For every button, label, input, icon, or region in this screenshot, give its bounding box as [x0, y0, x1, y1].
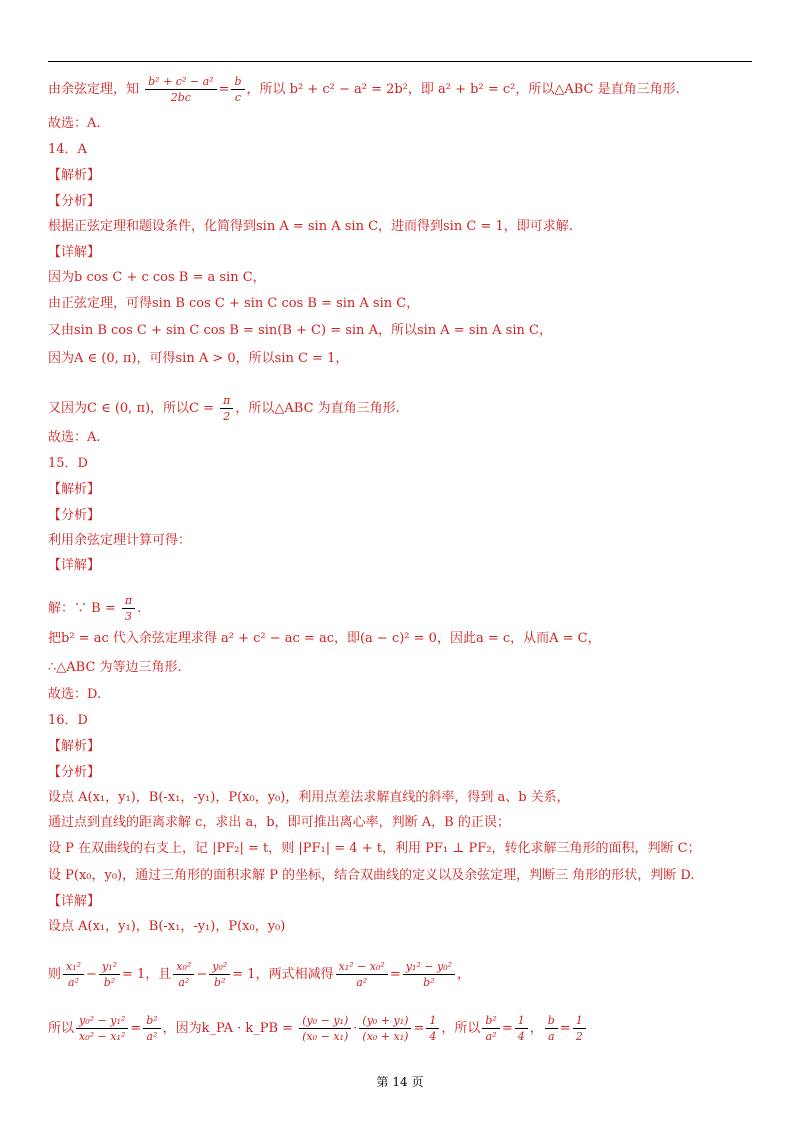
fraction-numerator: (y₀ − y₁) [299, 1014, 351, 1029]
header-rule [48, 61, 752, 62]
text-run: 设 P(x₀，y₀)，通过三角形的面积求解 P 的坐标，结合双曲线的定义以及余弦定理，判断三 角形的形状，判断 D. [48, 868, 695, 883]
text-line-l30 [48, 895, 100, 908]
text-run: 所以 [48, 1021, 75, 1037]
fraction-numerator: y₁² [99, 960, 120, 975]
text-run: = [218, 82, 230, 98]
text-run: ，所以 [441, 1021, 481, 1037]
fraction [143, 1014, 160, 1043]
text-run: 利用余弦定理计算可得： [48, 533, 192, 548]
text-line-l19 [48, 594, 141, 623]
fraction [173, 960, 194, 989]
text-run: 【详解】 [48, 558, 101, 573]
text-run: = 1，且 [122, 967, 172, 983]
fraction-numerator: b² [143, 1014, 160, 1029]
text-line-l25 [48, 766, 100, 779]
fraction-denominator: a² [146, 1030, 158, 1044]
fraction-denominator: b² [103, 976, 116, 990]
text-line-l16 [48, 509, 100, 522]
text-run: = [413, 1021, 425, 1037]
fraction-numerator: b² [482, 1014, 499, 1029]
fraction-numerator: π [220, 394, 233, 409]
fraction-numerator: y₁² − y₀² [403, 960, 455, 975]
text-run: 设 P 在双曲线的右支上，记 |PF₂| = t，则 |PF₁| = 4 + t，利用 PF₁ ⊥ PF₂，转化求解三角形的面积，判断 C； [48, 841, 701, 856]
text-line-l12 [48, 394, 400, 423]
text-run: 根据正弦定理和题设条件，化简得到sin A = sin A sin C，进而得到sin C = 1，即可求解. [48, 219, 573, 234]
text-line-l5 [48, 195, 100, 208]
text-line-l15 [48, 483, 100, 496]
text-run: 故选：A. [48, 116, 101, 131]
fraction-denominator: a² [356, 976, 368, 990]
fraction-denominator: 2 [223, 410, 231, 424]
text-run: 设点 A(x₁，y₁)，B(-x₁，-y₁)，P(x₀，y₀)，利用点差法求解直线的斜率，得到 a、b 关系， [48, 790, 570, 805]
text-run: ，所以 b² + c² − a² = 2b²，即 a² + b² = c²，所以△ABC 是直角三角形. [246, 82, 680, 98]
fraction [122, 594, 135, 623]
text-line-l6 [48, 220, 573, 233]
text-run: = [130, 1021, 142, 1037]
text-line-l1 [48, 75, 680, 104]
fraction-numerator: x₀² [173, 960, 194, 975]
text-run: ∴△ABC 为等边三角形. [48, 660, 182, 675]
text-run: 又由sin B cos C + sin C cos B = sin(B + C) = sin A，所以sin A = sin A sin C， [48, 323, 552, 338]
fraction-denominator: x₀² − x₁² [79, 1030, 126, 1044]
text-run: . [137, 601, 142, 617]
text-run: ， [457, 967, 471, 983]
text-line-l10 [48, 324, 552, 337]
fraction [299, 1014, 351, 1043]
fraction-numerator: 1 [573, 1014, 586, 1029]
text-line-l27 [48, 816, 510, 829]
text-run: = [389, 967, 401, 983]
fraction [359, 1014, 411, 1043]
text-run: 设点 A(x₁，y₁)，B(-x₁，-y₁)，P(x₀，y₀) [48, 919, 286, 934]
fraction-numerator: b² + c² − a² [145, 75, 216, 90]
fraction-denominator: 3 [124, 610, 132, 624]
text-run: ，所以△ABC 为直角三角形. [235, 401, 400, 417]
text-run: 【详解】 [48, 245, 101, 260]
text-line-l20 [48, 632, 601, 645]
fraction-denominator: b² [423, 976, 435, 990]
text-run: 【分析】 [48, 765, 101, 780]
text-run: 【分析】 [48, 508, 101, 523]
text-line-l24 [48, 740, 100, 753]
text-line-l29 [48, 869, 695, 882]
text-line-l4 [48, 169, 100, 182]
text-line-l11 [48, 352, 348, 365]
text-run: = [559, 1021, 571, 1037]
fraction [545, 1014, 558, 1043]
fraction [220, 394, 233, 423]
text-run: 故选：A. [48, 430, 101, 445]
text-run: = [501, 1021, 513, 1037]
text-run: − [196, 967, 208, 983]
fraction [76, 1014, 128, 1043]
fraction [482, 1014, 499, 1043]
fraction-denominator: a² [178, 976, 190, 990]
fraction-numerator: x₁² [63, 960, 84, 975]
text-line-l14 [48, 457, 88, 470]
text-line-l9 [48, 297, 419, 310]
text-line-l21 [48, 661, 182, 674]
text-run: 【解析】 [48, 168, 101, 183]
fraction-numerator: b [545, 1014, 558, 1029]
fraction [403, 960, 455, 989]
text-line-l17 [48, 534, 191, 547]
text-run: 故选：D. [48, 687, 102, 702]
text-run: ， [529, 1021, 543, 1037]
fraction [209, 960, 230, 989]
text-line-l7 [48, 246, 100, 259]
text-line-l8 [48, 271, 266, 284]
text-run: 因为A ∈ (0, π)，可得sin A > 0，所以sin C = 1， [48, 351, 349, 366]
fraction-denominator: a [547, 1030, 555, 1044]
text-run: 由正弦定理，可得sin B cos C + sin C cos B = sin A sin C， [48, 296, 420, 311]
fraction [336, 960, 388, 989]
text-line-l33 [48, 1014, 588, 1043]
fraction-denominator: 4 [517, 1030, 525, 1044]
fraction [145, 75, 216, 104]
fraction [231, 75, 244, 104]
text-run: 15．D [48, 456, 88, 471]
fraction-numerator: 1 [515, 1014, 528, 1029]
text-line-l26 [48, 791, 570, 804]
text-line-l32 [48, 960, 470, 989]
text-run: 又因为C ∈ (0, π)，所以C = [48, 401, 219, 417]
text-run: 通过点到直线的距离求解 c，求出 a，b，即可推出离心率，判断 A，B 的正误； [48, 815, 510, 830]
text-run: 【解析】 [48, 739, 101, 754]
text-line-l22 [48, 688, 101, 701]
fraction-denominator: (x₀ + x₁) [362, 1030, 409, 1044]
fraction-denominator: (x₀ − x₁) [302, 1030, 349, 1044]
text-run: · [353, 1021, 358, 1037]
fraction [573, 1014, 586, 1043]
text-line-l28 [48, 842, 701, 855]
text-run: 【解析】 [48, 482, 101, 497]
fraction-denominator: 2 [575, 1030, 583, 1044]
fraction-numerator: (y₀ + y₁) [359, 1014, 411, 1029]
text-line-l31 [48, 920, 285, 933]
text-run: 16．D [48, 713, 88, 728]
text-line-l18 [48, 559, 100, 572]
fraction [63, 960, 84, 989]
text-run: 解：∵ B = [48, 601, 120, 617]
text-line-l2 [48, 117, 101, 130]
fraction [426, 1014, 439, 1043]
fraction-numerator: π [122, 594, 135, 609]
text-run: 【详解】 [48, 894, 101, 909]
fraction-denominator: 2bc [170, 91, 191, 105]
fraction-denominator: b² [214, 976, 226, 990]
fraction [99, 960, 120, 989]
text-run: 14．A [48, 142, 87, 157]
text-run: 把b² = ac 代入余弦定理求得 a² + c² − ac = ac，即(a − c)² = 0，因此a = c，从而A = C， [48, 631, 601, 646]
fraction-numerator: y₀² − y₁² [76, 1014, 128, 1029]
text-line-l13 [48, 431, 101, 444]
fraction-denominator: c [234, 91, 242, 105]
text-line-l3 [48, 143, 87, 156]
fraction-numerator: x₁² − x₀² [336, 960, 388, 975]
text-run: − [86, 967, 97, 983]
fraction-numerator: b [231, 75, 244, 90]
text-run: 因为b cos C + c cos B = a sin C， [48, 270, 266, 285]
page-footer: 第 14 页 [376, 1075, 424, 1089]
fraction-denominator: a² [68, 976, 80, 990]
fraction [515, 1014, 528, 1043]
fraction-denominator: 4 [429, 1030, 437, 1044]
fraction-numerator: y₀² [209, 960, 230, 975]
fraction-denominator: a² [485, 1030, 497, 1044]
fraction-numerator: 1 [426, 1014, 439, 1029]
text-run: = 1，两式相减得 [232, 967, 334, 983]
text-run: 则 [48, 967, 62, 983]
text-run: ，因为k_PA · k_PB = [162, 1021, 298, 1037]
text-run: 【分析】 [48, 194, 101, 209]
text-run: 由余弦定理，知 [48, 82, 144, 98]
text-line-l23 [48, 714, 88, 727]
